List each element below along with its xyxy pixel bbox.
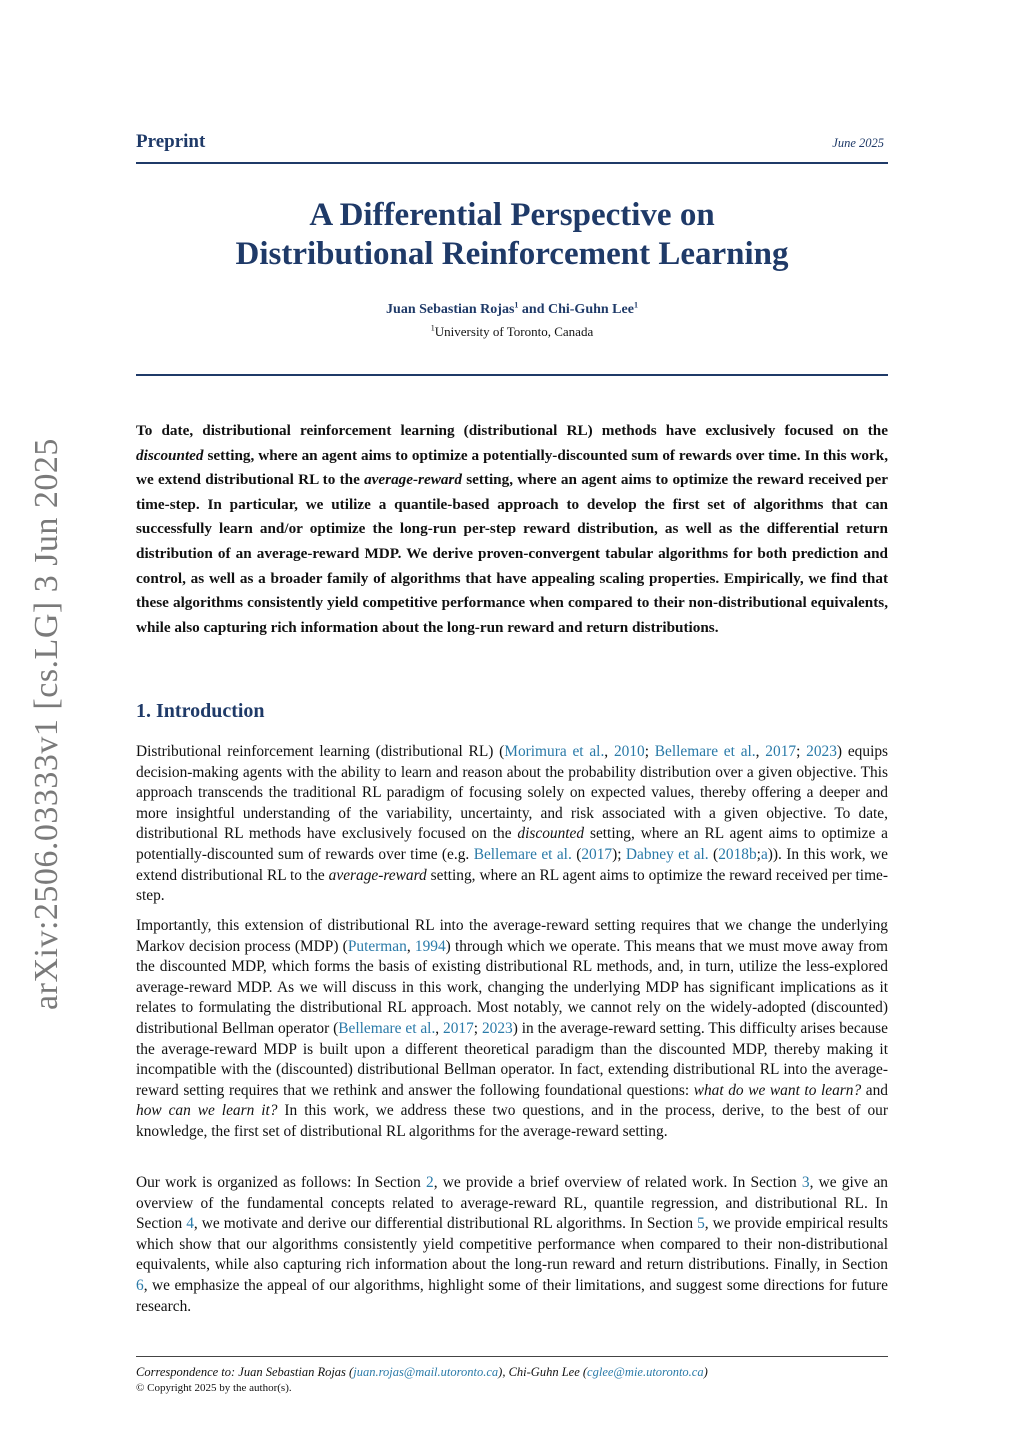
author-list: [136, 302, 888, 318]
text: , we provide empirical results which show that our algorithms consistently yield competitive performance when compared to their non-distributional equivalents, while also capturing rich information about the long-run reward and return distributions. Finally, in Section: [136, 1215, 888, 1274]
emphasis: discounted: [517, 825, 585, 843]
author-name: Chi-Guhn Lee: [547, 302, 634, 317]
text: setting, where an RL agent aims to optimize the reward received per time-step.: [136, 866, 888, 905]
citation-link[interactable]: 2010: [613, 743, 645, 760]
citation-link[interactable]: 2023: [481, 1019, 513, 1037]
text: Distributional reinforcement learning (distributional RL) (: [136, 743, 505, 760]
citation-link[interactable]: 1994: [414, 937, 446, 955]
affiliation: [136, 324, 888, 340]
text: ;: [796, 743, 807, 760]
text: ) through which we operate. This means that we must move away from the discounted MDP, which forms the basis of existing distributional RL methods, and, in turn, utilize the less-explored average-reward MDP. As we will discuss in this work, changing the underlying MDP has significant implications as it relates to formulating the distributional RL approach. Most notably, we cannot rely on the widely-adopted (discounted) distributional Bellman operator (: [136, 937, 888, 1037]
citation-link[interactable]: 2017: [443, 1019, 474, 1037]
text: ,: [755, 743, 766, 760]
section-link[interactable]: 5: [697, 1215, 705, 1233]
citation-link[interactable]: Dabney et al.: [625, 845, 709, 863]
author-name: Juan Sebastian Rojas: [386, 302, 515, 317]
header-date: June 2025: [832, 136, 884, 150]
text: , we motivate and derive our differential distributional RL algorithms. In Section: [193, 1215, 698, 1233]
text: ,: [406, 937, 415, 955]
abstract-emphasis: average-reward: [364, 471, 462, 489]
author-separator: and: [518, 302, 548, 317]
abstract-text: To date, distributional reinforcement learning (distributional RL) methods have exclusively focused on the: [136, 422, 888, 439]
affiliation-marker: 1: [514, 300, 519, 310]
text: ): [836, 743, 843, 760]
text: ), Chi-Guhn Lee (: [498, 1365, 588, 1379]
header-venue: Preprint: [136, 131, 206, 152]
title-line-1: A Differential Perspective on: [309, 197, 715, 233]
citation-link[interactable]: Puterman: [347, 937, 407, 955]
text: In this work, we address these two questions, and in the process, derive, to the best of our knowledge, the first set of distributional RL algorithms for the average-reward setting.: [136, 1102, 888, 1140]
affiliation-marker: 1: [430, 323, 435, 333]
text: ;: [756, 845, 761, 863]
citation-link[interactable]: a: [760, 845, 768, 863]
citation-link[interactable]: Bellemare et al.: [338, 1019, 436, 1037]
intro-paragraph-3: [136, 1173, 888, 1317]
email-link[interactable]: juan.rojas@mail.utoronto.ca: [353, 1365, 499, 1379]
section-heading-introduction: 1. Introduction: [136, 700, 265, 722]
text: ,: [604, 743, 614, 760]
section-link[interactable]: 3: [801, 1174, 810, 1191]
abstract-emphasis: discounted: [136, 446, 204, 464]
correspondence-note: [136, 1365, 708, 1380]
header-rule: [136, 162, 888, 164]
abstract: [136, 419, 888, 640]
text: ): [703, 1365, 708, 1379]
citation-link[interactable]: 2017: [765, 743, 797, 760]
text: ;: [473, 1019, 482, 1037]
text: ;: [644, 743, 655, 760]
emphasis: what do we want to learn?: [693, 1081, 862, 1099]
emphasis: how can we learn it?: [136, 1102, 278, 1120]
affiliation-marker: 1: [633, 300, 638, 310]
text: (: [571, 845, 582, 863]
text: ,: [435, 1019, 444, 1037]
text: )). In this work, we extend distributional RL to the: [136, 845, 888, 884]
abstract-text: setting, where an agent aims to optimize the reward received per time-step. In particular, we utilize a quantile-based approach to develop the first set of algorithms that can successfully learn and/or optimize the long-run per-step reward distribution, as well as the differential return distribution of an average-reward MDP. We derive proven-convergent tabular algorithms for both prediction and control, as well as a broader family of algorithms that have appealing scaling properties. Empirically, we find that these algorithms consistently yield competitive performance when compared to their non-distributional equivalents, while also capturing rich information about the long-run reward and return distributions.: [136, 471, 888, 636]
title-block-rule: [136, 374, 888, 376]
email-link[interactable]: cglee@mie.utoronto.ca: [587, 1365, 704, 1379]
title-line-2: Distributional Reinforcement Learning: [235, 236, 789, 272]
text: Our work is organized as follows: In Section: [136, 1174, 426, 1191]
citation-link[interactable]: Bellemare et al.: [473, 845, 572, 863]
text: );: [612, 845, 626, 863]
copyright-note: © Copyright 2025 by the author(s).: [136, 1382, 292, 1394]
emphasis: average-reward: [328, 866, 427, 884]
section-link[interactable]: 4: [186, 1215, 194, 1233]
intro-paragraph-1: [136, 742, 888, 907]
citation-link[interactable]: 2018b: [718, 845, 757, 863]
section-link[interactable]: 2: [426, 1174, 434, 1191]
text: (: [708, 845, 719, 863]
citation-link[interactable]: 2017: [581, 845, 613, 863]
section-link[interactable]: 6: [136, 1276, 144, 1294]
citation-link[interactable]: Morimura et al.: [504, 743, 605, 760]
text: and: [861, 1081, 889, 1099]
abstract-text: setting, where an agent aims to optimize a potentially-discounted sum of rewards over time. In this work, we extend distributional RL to the: [136, 446, 888, 489]
intro-paragraph-2: [136, 916, 888, 1143]
affiliation-text: University of Toronto, Canada: [434, 324, 594, 339]
citation-link[interactable]: Bellemare et al.: [654, 743, 756, 760]
text: equips decision-making agents with the ability to learn and reason about the probability distribution over a given objective. This approach transcends the traditional RL paradigm of focusing solely on expected values, thereby offering a deeper and more insightful understanding of the variability, uncertainty, and risk associated with a given objective. To date, distributional RL methods have exclusively focused on the: [136, 743, 889, 843]
text: Importantly, this extension of distributional RL into the average-reward setting requires that we change the underlying Markov decision process (MDP) (: [136, 917, 888, 955]
text: Correspondence to: Juan Sebastian Rojas (: [136, 1365, 354, 1379]
paper-title: [136, 196, 888, 274]
citation-link[interactable]: 2023: [806, 743, 837, 760]
arxiv-identifier-stamp: arXiv:2506.03333v1 [cs.LG] 3 Jun 2025: [28, 438, 65, 1010]
text: ) in the average-reward setting. This difficulty arises because the average-reward MDP is built upon a different theoretical paradigm than the discounted MDP, thereby making it incompatible with the (discounted) distributional Bellman operator. In fact, extending distributional RL into the average-reward setting requires that we rethink and answer the following foundational questions:: [136, 1019, 888, 1099]
footer-rule: [136, 1356, 888, 1357]
text: , we give an overview of the fundamental concepts related to average-reward RL, quantile regression, and distributional RL. In Section: [136, 1174, 888, 1233]
text: , we emphasize the appeal of our algorithms, highlight some of their limitations, and suggest some directions for future research.: [136, 1276, 888, 1315]
text: , we provide a brief overview of related work. In Section: [433, 1174, 802, 1191]
text: setting, where an RL agent aims to optimize a potentially-discounted sum of rewards over time (e.g.: [136, 825, 888, 863]
